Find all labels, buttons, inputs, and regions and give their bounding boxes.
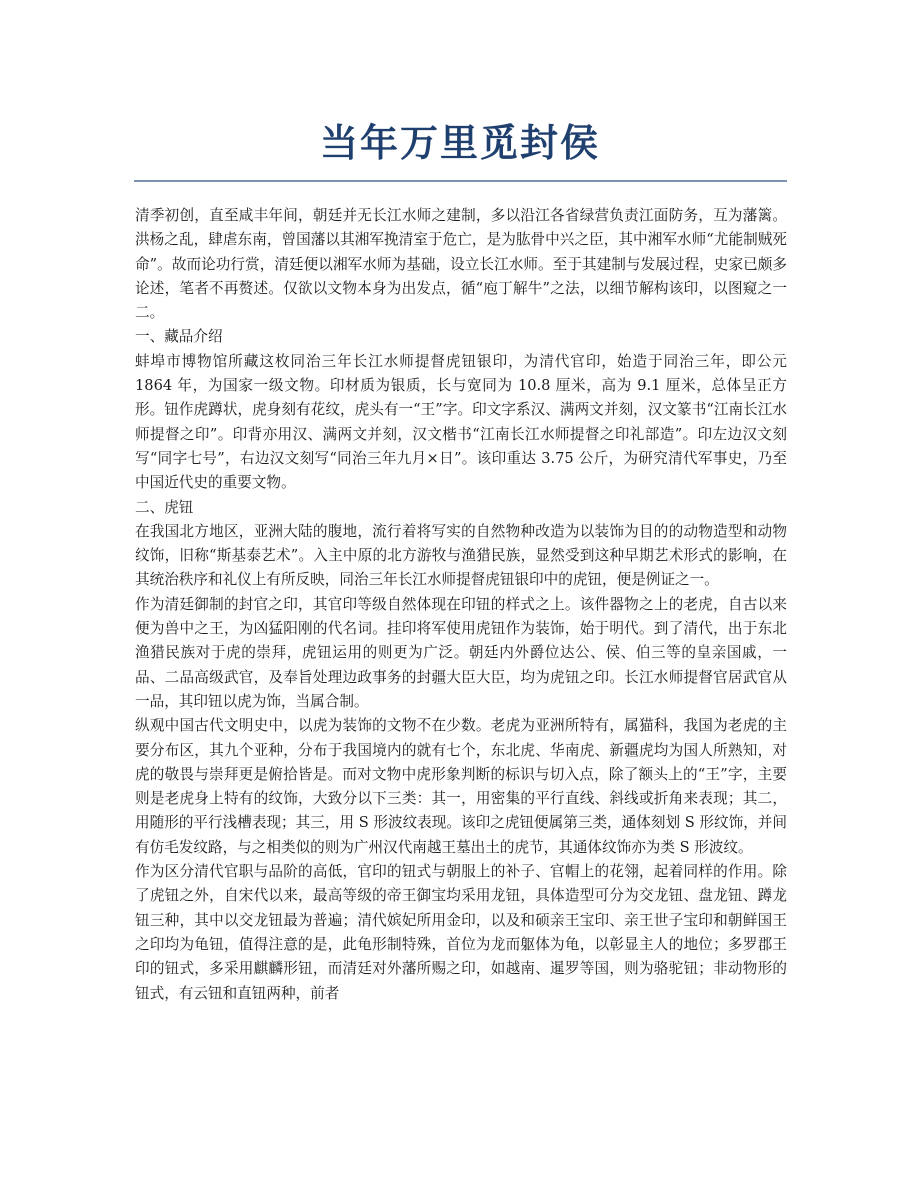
title-divider (134, 180, 787, 182)
section-heading-tiger-knob: 二、虎钮 (135, 498, 194, 516)
paragraph-official-seal: 作为清廷御制的封官之印，其官印等级自然体现在印钮的样式之上。该件器物之上的老虎，自古以来便为兽中之王，为凶猛阳刚的代名词。挂印将军使用虎钮作为装饰，始于明代。到了清代，出于东北渔猎民族对于虎的崇拜，虎钮运用的则更为广泛。朝廷内外爵位达公、侯、伯三等的皇亲国戚，一品、二品高级武官，及奉旨处理边政事务的封疆大臣大臣，均为虎钮之印。长江水师提督官居武官从一品，其印钮以虎为饰，当属合制。 (135, 595, 787, 710)
paragraph-scythian-art: 在我国北方地区，亚洲大陆的腹地，流行着将写实的自然物种改造为以装饰为目的的动物造型和动物纹饰，旧称“斯基泰艺术”。入主中原的北方游牧与渔猎民族，显然受到这种早期艺术形式的影响，在其统治秩序和礼仪上有所反映，同治三年长江水师提督虎钮银印中的虎钮，便是例证之一。 (135, 522, 787, 589)
paragraph-collection-intro: 蚌埠市博物馆所藏这枚同治三年长江水师提督虎钮银印，为清代官印，始造于同治三年，即公元 1864 年，为国家一级文物。印材质为银质，长与宽同为 10.8 厘米，高为 9.1 厘米，总体呈正方形。钮作虎蹲状，虎身刻有花纹，虎头有一“王”字。印文字系汉、满两文并刻，汉文篆书“江南长江水师提督之印”。印背亦用汉、满两文并刻，汉文楷书“江南长江水师提督之印礼部造”。印左边汉文刻写“同字七号”，右边汉文刻写“同治三年九月×日”。该印重达 3.75 公斤，为研究清代军事史，乃至中国近代史的重要文物。 (135, 352, 787, 492)
article-body (135, 204, 787, 1006)
section-heading-collection: 一、藏品介绍 (135, 328, 223, 346)
paragraph-intro: 清季初创，直至咸丰年间，朝廷并无长江水师之建制，多以沿江各省绿营负责江面防务，互为藩篱。洪杨之乱，肆虐东南，曾国藩以其湘军挽清室于危亡，是为肱骨中兴之臣，其中湘军水师“尤能制贼死命”。故而论功行赏，清廷便以湘军水师为基础，设立长江水师。至于其建制与发展过程，史家已颇多论述，笔者不再赘述。仅欲以文物本身为出发点，循“庖丁解牛”之法，以细节解构该印，以图窥之一二。 (135, 207, 787, 322)
paragraph-knob-styles: 作为区分清代官职与品阶的高低，官印的钮式与朝服上的补子、官帽上的花翎，起着同样的作用。除了虎钮之外，自宋代以来，最高等级的帝王御宝均采用龙钮，具体造型可分为交龙钮、盘龙钮、蹲龙钮三种，其中以交龙钮最为普遍；清代嫔妃所用金印，以及和硕亲王宝印、亲王世子宝印和朝鲜国王之印均为龟钮，值得注意的是，此龟形制特殊，首位为龙而躯体为龟，以彰显主人的地位；多罗郡王印的钮式，多采用麒麟形钮，而清廷对外藩所赐之印，如越南、暹罗等国，则为骆驼钮；非动物形的钮式，有云钮和直钮两种，前者 (135, 863, 787, 1002)
paragraph-tiger-patterns: 纵观中国古代文明史中，以虎为装饰的文物不在少数。老虎为亚洲所特有，属猫科，我国为老虎的主要分布区，其九个亚种，分布于我国境内的就有七个，东北虎、华南虎、新疆虎均为国人所熟知，对虎的敬畏与崇拜更是俯拾皆是。而对文物中虎形象判断的标识与切入点，除了额头上的“王”字，主要则是老虎身上特有的纹饰，大致分以下三类：其一，用密集的平行直线、斜线或折角来表现；其二，用随形的平行浅槽表现；其三，用 S 形波纹表现。该印之虎钮便属第三类，通体刻划 S 形纹饰，并间有仿毛发纹路，与之相类似的则为广州汉代南越王墓出土的虎节，其通体纹饰亦为类 S 形波纹。 (135, 717, 787, 856)
page-title: 当年万里觅封侯 (319, 121, 600, 165)
